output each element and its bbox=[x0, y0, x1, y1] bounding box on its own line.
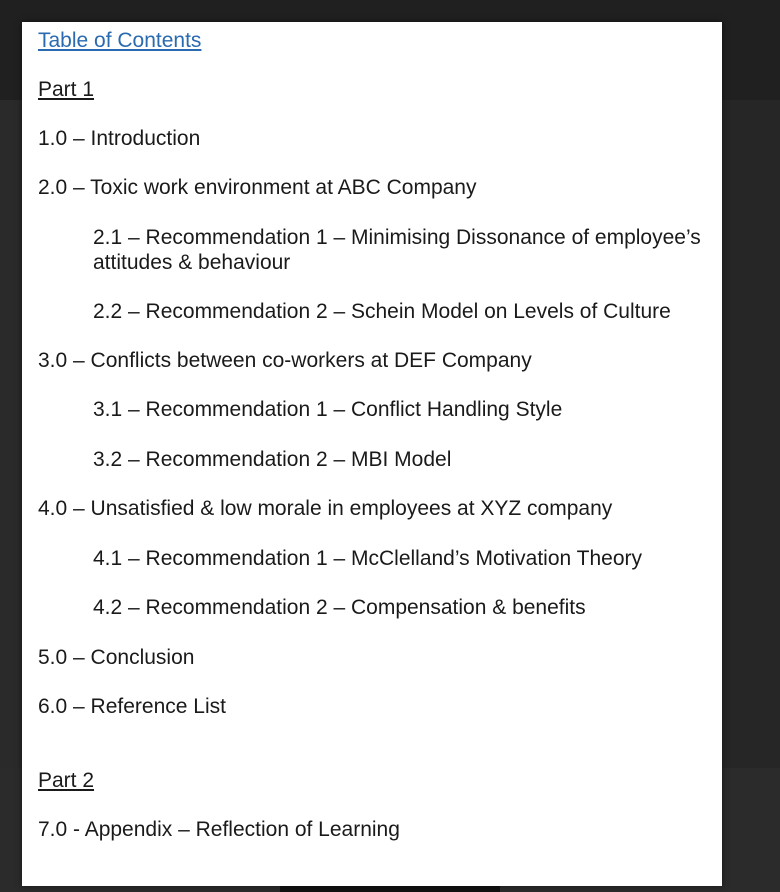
toc-entry-4-1[interactable]: 4.1 – Recommendation 1 – McClelland’s Motivation Theory bbox=[93, 547, 643, 570]
toc-entry-6-0[interactable]: 6.0 – Reference List bbox=[38, 695, 226, 718]
background-page-right-edge bbox=[722, 100, 780, 770]
part-2-heading: Part 2 bbox=[38, 769, 95, 792]
toc-entry-3-0[interactable]: 3.0 – Conflicts between co-workers at DEF Company bbox=[38, 349, 532, 372]
toc-entry-3-2[interactable]: 3.2 – Recommendation 2 – MBI Model bbox=[93, 448, 452, 471]
toc-title-link[interactable]: Table of Contents bbox=[38, 29, 202, 52]
document-page bbox=[22, 22, 722, 886]
toc-entry-1-0[interactable]: 1.0 – Introduction bbox=[38, 127, 201, 150]
part-1-heading: Part 1 bbox=[38, 78, 95, 101]
toc-entry-5-0[interactable]: 5.0 – Conclusion bbox=[38, 646, 195, 669]
toc-entry-4-2[interactable]: 4.2 – Recommendation 2 – Compensation & benefits bbox=[93, 596, 586, 619]
toc-entry-2-2[interactable]: 2.2 – Recommendation 2 – Schein Model on Levels of Culture bbox=[93, 300, 671, 323]
toc-entry-4-0[interactable]: 4.0 – Unsatisfied & low morale in employees at XYZ company bbox=[38, 497, 613, 520]
toc-entry-3-1[interactable]: 3.1 – Recommendation 1 – Conflict Handling Style bbox=[93, 398, 563, 421]
toc-entry-2-1[interactable]: 2.1 – Recommendation 1 – Minimising Dissonance of employee’s attitudes & behaviour bbox=[93, 226, 701, 274]
toc-entry-7-0[interactable]: 7.0 - Appendix – Reflection of Learning bbox=[38, 818, 400, 841]
toc-entry-2-0[interactable]: 2.0 – Toxic work environment at ABC Company bbox=[38, 176, 477, 199]
